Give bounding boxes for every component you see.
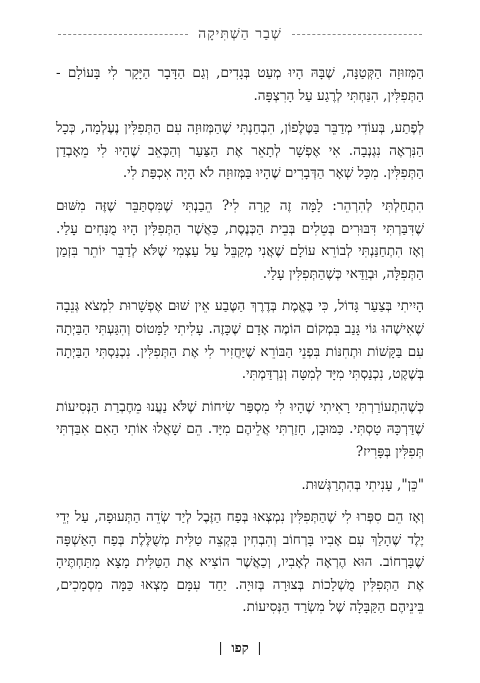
header-rule-right	[292, 34, 422, 35]
paragraph: לְפֶתַע, בְּעוֹדִי מְדַבֵּר בַּטֶּלֶפוֹן, הִבְחַנְתִּי שֶׁהַמְּזוּזָה עִם הַתְּפִלִּין נֶעֶלְמָה, כְּכָל הַנִּרְאֶה נִגְנְבָה. אִי אֶפְשָׁר לְתָאֵר אֶת הַצַּעַר וְהַכְּאֵב שֶׁהָיוּ לִי מֵאָבְדַן הַתְּפִלִּין. מִכָּל שְׁאָר הַדְּבָרִים שֶׁהָיוּ בַּמְּזוּזָה לֹא הָיָה אִכְפַּת לִי.	[56, 120, 424, 182]
paragraph: כְּשֶׁהִתְעוֹרַרְתִּי רָאִיתִי שֶׁהָיוּ לִי מִסְפַּר שִׂיחוֹת שֶׁלֹּא נַעֲנוּ מֵחֶבְרַת הַנְּסִיעוֹת שֶׁדַּרְכָּהּ טָסְתִּי. כַּמּוּבָן, חָזַרְתִּי אֲלֵיהֶם מִיָּד. הֵם שָׁאֲלוּ אוֹתִי הַאִם אִבַּדְתִּי תְּפִלִּין בְּפָּרִיז?	[56, 398, 424, 460]
page-number: קפו	[231, 641, 249, 656]
header-rule-left	[58, 34, 188, 35]
footer-bar-right: |	[257, 641, 262, 656]
page-footer	[0, 640, 480, 656]
paragraph: הִתְחַלְתִּי לְהִרְהֵר: לָמָּה זֶה קָרָה לִי? הֵבַנְתִּי שֶׁמִּסְתַּבֵּר שֶׁזֶּה מִשּׁוּם שֶׁדִּבַּרְתִּי דִּבּוּרִים בְּטֵלִים בְּבֵית הַכְּנֶסֶת, כַּאֲשֶׁר הַתְּפִלִּין הָיוּ מֻנָּחִים עָלַי. וְאָז הִתְחַנַּנְתִּי לְבוֹרֵא עוֹלָם שֶׁאֲנִי מְקַבֵּל עַל עַצְמִי שֶׁלֹּא לְדַבֵּר יוֹתֵר בִּזְמַן הַתְּפִלָּה, וּבְוַדַּאי כְּשֶׁהַתְּפִלִּין עָלַי.	[56, 197, 424, 282]
running-header	[58, 22, 422, 46]
paragraph: וְאָז הֵם סִפְּרוּ לִי שֶׁהַתְּפִלִּין נִמְצְאוּ בְּפַח הַזֶּבֶל לְיַד שְׂדֵה הַתְּעוּפָה, עַל יְדֵי יֶלֶד שֶׁהָלַךְ עִם אָבִיו בָּרְחוֹב וְהִבְחִין בִּקְצֵה טַלִּית מְשֻׁלֶּלֶת בְּפַח הָאַשְׁפָּה שֶׁבָּרְחוֹב. הוּא הֶרְאָה לְאָבִיו, וְכַאֲשֶׁר הוֹצִיא אֶת הַטַּלִּית מָצָא מִתַּחְתֶּיהָ אֶת הַתְּפִלִּין מֻשְׁלָכוֹת בְּצוּרָה בְּזוּיָה. יַחַד עִמָּם מָצְאוּ כַּמָּה מִסְמָכִים, בֵּינֵיהֶם הַקַּבָּלָה שֶׁל מִשְׂרַד הַנְּסִיעוֹת.	[56, 509, 424, 616]
paragraph: הַמְּזוּזָה הַקְּטַנָּה, שֶׁבָּהּ הָיוּ מְעַט בְּגָדִים, וְגַם הַדָּבָר הַיָּקָר לִי בָּעוֹלָם - הַתְּפִלִּין, הִנַּחְתִּי לְרֶגַע עַל הָרִצְפָּה.	[56, 65, 424, 104]
chapter-title: שְׁבַר הַשְׁתִּיקָה	[198, 25, 282, 42]
page-body-text	[56, 62, 424, 629]
paragraph: הָיִיתִי בְּצַעַר גָּדוֹל, כִּי בֶּאֱמֶת בְּדֶרֶךְ הַטֶּבַע אֵין שׁוּם אֶפְשָׁרוּת לִמְצֹא גְּנֵבָה שֶׁאִישֶׁהוּ גּוֹי גָּנַב בִּמְקוֹם הוֹמֶה אָדָם שֶׁכָּזֶה. עָלִיתִי לַמָּטוֹס וְהִגַּעְתִּי הַבַּיְתָה עִם בַּקָּשׁוֹת וּתְחִנּוֹת בִּפְנֵי הַבּוֹרֵא שֶׁיַּחֲזִיר לִי אֶת הַתְּפִלִּין. נִכְנַסְתִּי הַבַּיְתָה בְּשֶׁקֶט, נִכְנַסְתִּי מִיָּד לְמִטָּה וְנִרְדַּמְתִּי.	[56, 298, 424, 383]
paragraph: "כֵּן", עָנִיתִי בְּהִתְרַגְּשׁוּת.	[301, 476, 424, 493]
footer-bar-left: |	[218, 641, 223, 656]
